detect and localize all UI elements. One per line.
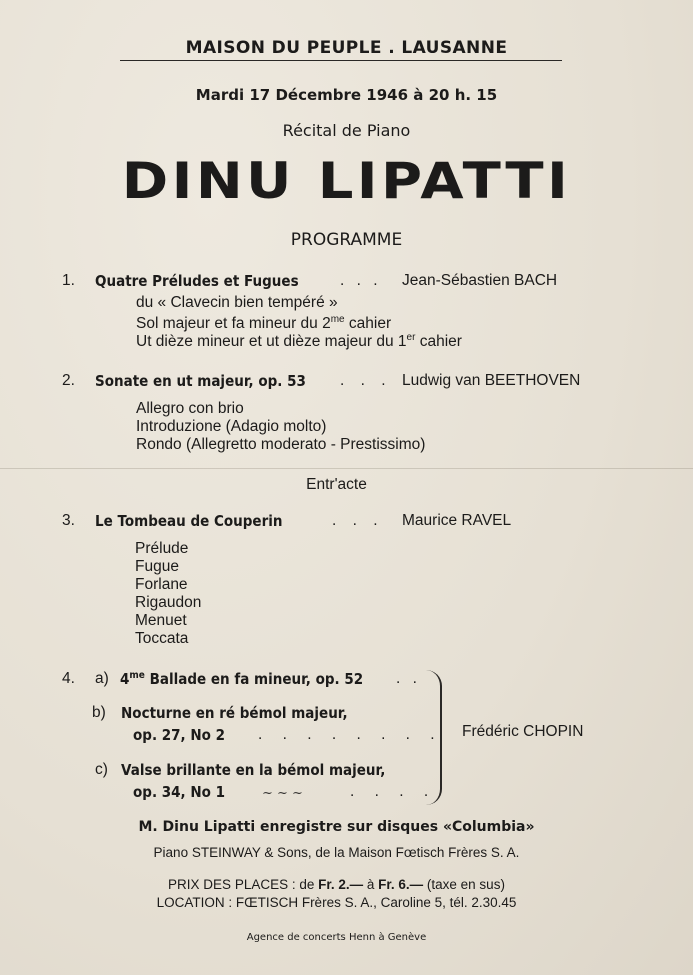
performer-name: DINU LIPATTI <box>121 152 572 210</box>
item-dots: . . <box>396 670 421 687</box>
piano-note: Piano STEINWAY & Sons, de la Maison Fœtisch Frères S. A. <box>153 845 520 860</box>
item-title: Nocturne en ré bémol majeur, <box>121 704 348 722</box>
movement: Allegro con brio <box>136 400 244 417</box>
handwritten-mark: ~ ~ ~ <box>262 786 303 801</box>
item-detail: Ut dièze mineur et ut dièze majeur du 1er cahier <box>136 331 462 350</box>
item-composer: Jean-Sébastien BACH <box>402 272 558 289</box>
item-composer: Maurice RAVEL <box>402 512 512 529</box>
sub-label: a) <box>95 670 109 687</box>
paper-fold <box>0 468 693 469</box>
agency-line: Agence de concerts Henn à Genève <box>246 932 427 943</box>
item-number: 4. <box>62 670 75 687</box>
movement: Menuet <box>135 612 187 629</box>
item-dots: . . . <box>340 272 382 289</box>
prices-line: PRIX DES PLACES : de Fr. 2.— à Fr. 6.— (taxe en sus) <box>168 877 505 892</box>
movement: Rigaudon <box>135 594 202 611</box>
item-title: op. 34, No 1 <box>133 783 226 801</box>
item-dots: . . . <box>340 372 392 389</box>
item-number: 2. <box>62 372 75 389</box>
movement: Fugue <box>135 558 179 575</box>
item-title: $4^{me}$ Ballade en fa mineur, op. 52 <box>120 670 364 688</box>
sub-label: c) <box>95 761 108 778</box>
movement: Introduzione (Adagio molto) <box>136 418 327 435</box>
item-detail: du « Clavecin bien tempéré » <box>136 294 338 311</box>
item-number: 3. <box>62 512 75 529</box>
chopin-brace <box>426 670 442 805</box>
recital-subtitle: Récital de Piano <box>282 121 411 140</box>
programme-title: PROGRAMME <box>290 230 403 250</box>
records-note: M. Dinu Lipatti enregistre sur disques «Columbia» <box>138 819 535 835</box>
item-title: op. 27, No 2 <box>133 726 226 744</box>
item-detail: Sol majeur et fa mineur du $2^{me}$ cahier <box>136 313 392 332</box>
movement: Prélude <box>135 540 189 557</box>
movement: Forlane <box>135 576 188 593</box>
sub-label: b) <box>92 704 106 721</box>
item-number: 1. <box>62 272 75 289</box>
item-title: Sonate en ut majeur, op. 53 <box>95 372 306 390</box>
item-title: Valse brillante en la bémol majeur, <box>121 761 386 779</box>
movement: Toccata <box>135 630 189 647</box>
movement: Rondo (Allegretto moderato - Prestissimo) <box>136 436 426 453</box>
item-title: Quatre Préludes et Fugues <box>95 272 299 290</box>
header-rule <box>120 60 562 61</box>
venue-header: MAISON DU PEUPLE . LAUSANNE <box>185 38 508 58</box>
event-date: Mardi 17 Décembre 1946 à 20 h. 15 <box>195 86 498 104</box>
entracte: Entr'acte <box>306 476 367 493</box>
item-dots: . . . . . . . . <box>258 726 443 743</box>
item-dots: . . . <box>332 512 384 529</box>
item-dots: . . . . <box>350 783 437 800</box>
item-title: Le Tombeau de Couperin <box>95 512 283 530</box>
item-composer: Ludwig van BEETHOVEN <box>402 372 581 389</box>
item-composer: Frédéric CHOPIN <box>462 723 584 740</box>
location-line: LOCATION : FŒTISCH Frères S. A., Caroline 5, tél. 2.30.45 <box>156 895 517 910</box>
